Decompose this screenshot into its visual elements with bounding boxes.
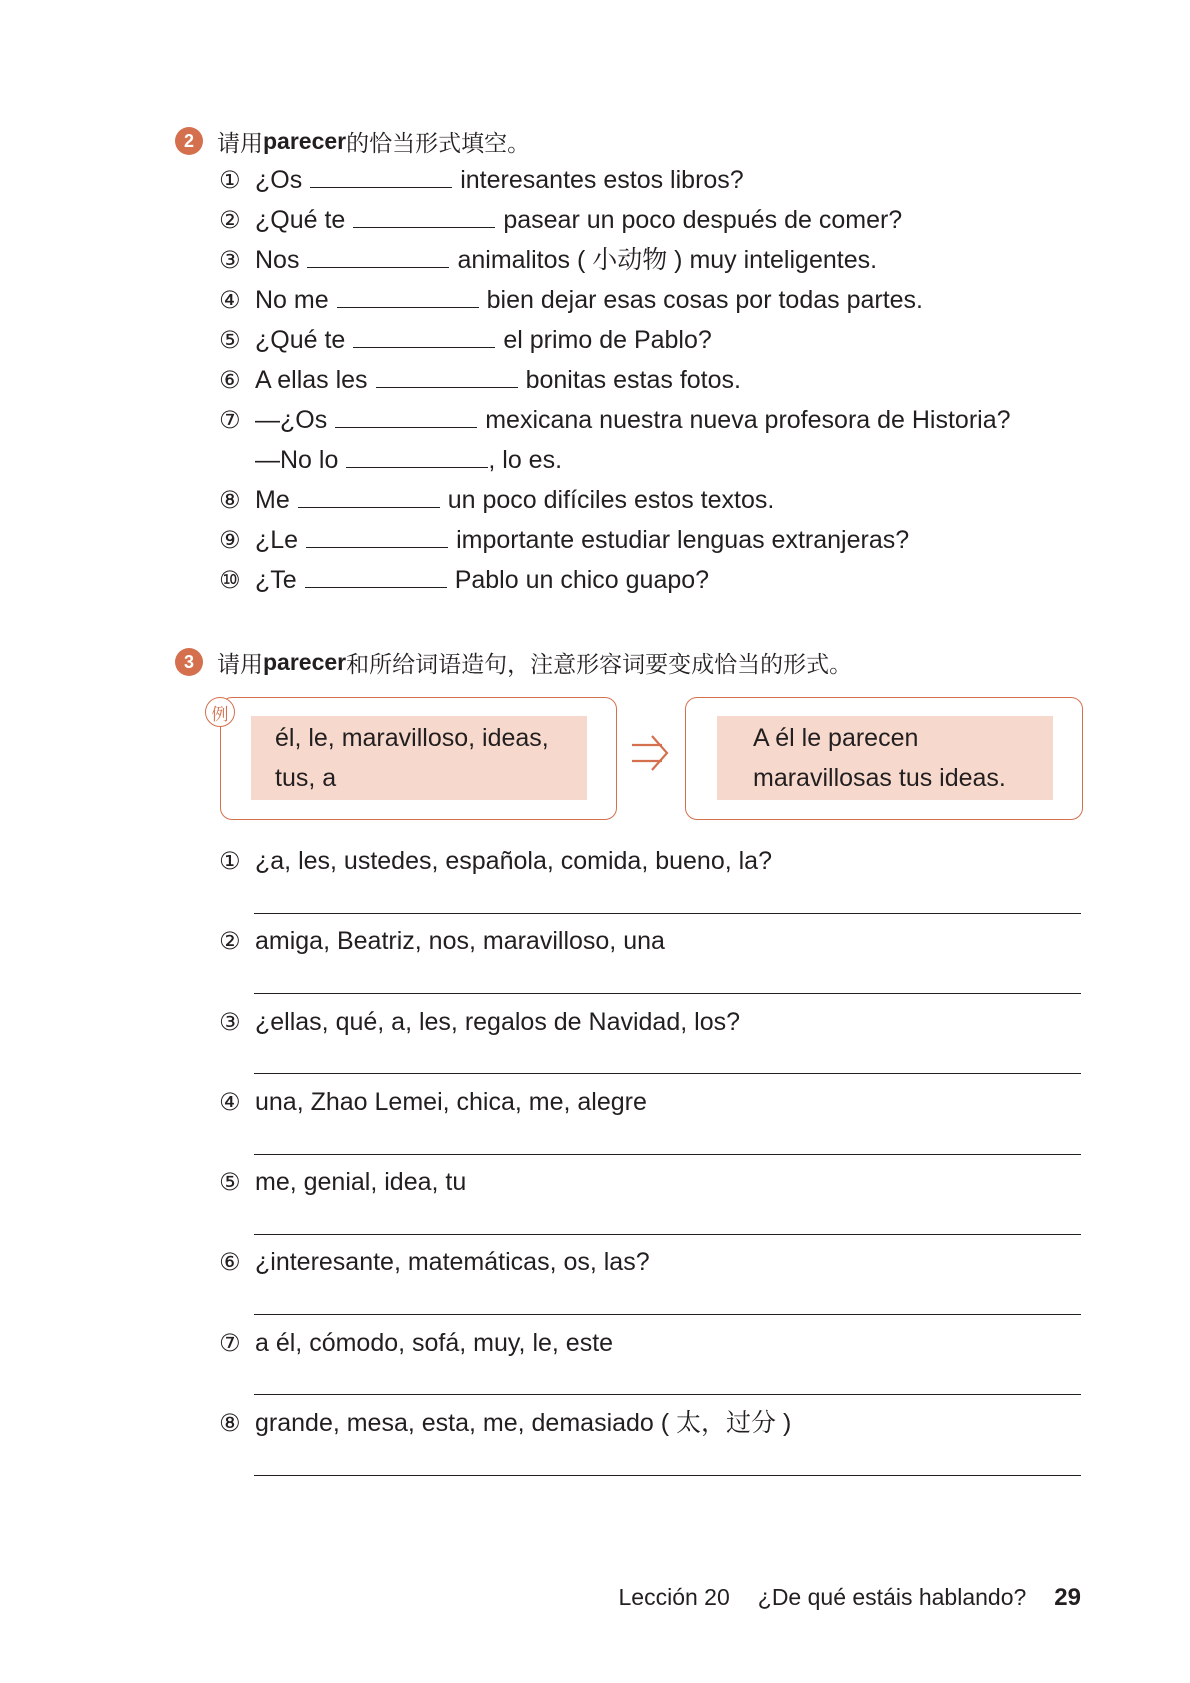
- item-number: ③: [219, 246, 241, 274]
- item-number: ①: [219, 166, 241, 194]
- answer-line[interactable]: [254, 1073, 1081, 1074]
- section-2-keyword: parecer: [263, 127, 347, 154]
- fill-item-10: [219, 562, 709, 598]
- item-text-after: animalitos ( 小动物 ) muy inteligentes.: [457, 246, 878, 274]
- item-text-after: el primo de Pablo?: [503, 326, 712, 354]
- item-number: ⑥: [219, 1248, 241, 1276]
- section-2-heading: [175, 125, 530, 157]
- item-number: ④: [219, 286, 241, 314]
- page-number: 29: [1054, 1584, 1081, 1611]
- example-tag: 例: [205, 697, 235, 727]
- item-number: ⑨: [219, 526, 241, 554]
- item-text-after: bonitas estas fotos.: [525, 366, 741, 394]
- section-2-instruction-post: 的恰当形式填空。: [346, 129, 531, 156]
- section-3-instruction-post: 和所给词语造句，注意形容词要变成恰当的形式。: [346, 650, 853, 677]
- section-3-number: 3: [175, 648, 203, 676]
- fill-item-9: [219, 522, 909, 558]
- item-prompt: me, genial, idea, tu: [255, 1168, 467, 1196]
- item-text-after: Pablo un chico guapo?: [454, 566, 710, 594]
- sentence-item-1: [219, 843, 772, 879]
- item-text-before: —No lo: [255, 446, 339, 474]
- sentence-item-2: [219, 923, 665, 959]
- section-3-instruction-pre: 请用: [217, 650, 263, 677]
- item-prompt: a él, cómodo, sofá, muy, le, este: [255, 1329, 614, 1357]
- answer-line[interactable]: [254, 1154, 1081, 1155]
- footer-title: ¿De qué estáis hablando?: [757, 1584, 1027, 1610]
- item-text-after: interesantes estos libros?: [460, 166, 744, 194]
- item-text-before: ¿Te: [255, 566, 297, 594]
- fill-blank[interactable]: [346, 443, 488, 468]
- sentence-item-8: [219, 1405, 791, 1441]
- fill-blank[interactable]: [298, 483, 440, 508]
- item-text-before: No me: [255, 286, 329, 314]
- section-3-keyword: parecer: [263, 648, 347, 675]
- item-number: ②: [219, 927, 241, 955]
- fill-blank[interactable]: [337, 283, 479, 308]
- item-text-before: —¿Os: [255, 406, 328, 434]
- item-text-after: , lo es.: [488, 446, 563, 474]
- sentence-item-3: [219, 1004, 740, 1040]
- item-number: ⑦: [219, 406, 241, 434]
- fill-blank[interactable]: [307, 243, 449, 268]
- item-prompt: ¿ellas, qué, a, les, regalos de Navidad, los?: [255, 1008, 740, 1036]
- item-text-after: mexicana nuestra nueva profesora de Historia?: [485, 406, 1011, 434]
- fill-item-5: [219, 322, 712, 358]
- sentence-item-5: [219, 1164, 466, 1200]
- fill-blank[interactable]: [310, 163, 452, 188]
- example-prompt-highlight: [251, 716, 587, 800]
- sentence-item-7: [219, 1325, 613, 1361]
- fill-blank[interactable]: [376, 363, 518, 388]
- item-number: ④: [219, 1088, 241, 1116]
- item-text-after: un poco difíciles estos textos.: [447, 486, 775, 514]
- answer-line[interactable]: [254, 993, 1081, 994]
- item-prompt: amiga, Beatriz, nos, maravilloso, una: [255, 927, 665, 955]
- item-prompt: ¿a, les, ustedes, española, comida, bueno, la?: [255, 847, 772, 875]
- item-text-after: bien dejar esas cosas por todas partes.: [486, 286, 924, 314]
- item-text-after: pasear un poco después de comer?: [503, 206, 903, 234]
- item-number: ②: [219, 206, 241, 234]
- item-text-after: importante estudiar lenguas extranjeras?: [456, 526, 910, 554]
- item-prompt: grande, mesa, esta, me, demasiado ( 太，过分 ): [255, 1409, 792, 1437]
- item-number: ①: [219, 847, 241, 875]
- answer-line[interactable]: [254, 1314, 1081, 1315]
- item-number: ⑧: [219, 486, 241, 514]
- example-prompt-line-2: tus, a: [275, 764, 337, 792]
- item-text-before: ¿Qué te: [255, 326, 346, 354]
- example-answer-line-1: A él le parecen: [753, 724, 919, 752]
- sentence-item-4: [219, 1084, 647, 1120]
- section-3-heading: [175, 646, 852, 678]
- sentence-item-6: [219, 1244, 650, 1280]
- answer-line[interactable]: [254, 1234, 1081, 1235]
- answer-line[interactable]: [254, 1475, 1081, 1476]
- answer-line[interactable]: [254, 913, 1081, 914]
- footer-lesson: Lección 20: [618, 1584, 730, 1610]
- item-prompt: ¿interesante, matemáticas, os, las?: [255, 1248, 650, 1276]
- section-2-instruction-pre: 请用: [217, 129, 263, 156]
- example-answer-line-2: maravillosas tus ideas.: [753, 764, 1006, 792]
- fill-blank[interactable]: [305, 563, 447, 588]
- fill-blank[interactable]: [306, 523, 448, 548]
- fill-blank[interactable]: [353, 203, 495, 228]
- fill-item-6: [219, 362, 741, 398]
- fill-blank[interactable]: [353, 323, 495, 348]
- item-number: ⑤: [219, 1168, 241, 1196]
- item-number: ⑦: [219, 1329, 241, 1357]
- fill-item-4: [219, 282, 923, 318]
- item-text-before: Nos: [255, 246, 300, 274]
- item-text-before: ¿Qué te: [255, 206, 346, 234]
- item-number: ⑩: [219, 566, 241, 594]
- example-answer-highlight: [717, 716, 1053, 800]
- answer-line[interactable]: [254, 1394, 1081, 1395]
- example-prompt-box: [220, 697, 617, 820]
- fill-item-2: [219, 202, 902, 238]
- item-number: ⑧: [219, 1409, 241, 1437]
- fill-blank[interactable]: [335, 403, 477, 428]
- example-prompt-line-1: él, le, maravilloso, ideas,: [275, 724, 549, 752]
- section-2-number: 2: [175, 127, 203, 155]
- fill-item-7-response: [219, 442, 562, 478]
- fill-item-7: [219, 402, 1011, 438]
- fill-item-1: [219, 162, 744, 198]
- item-number: ⑥: [219, 366, 241, 394]
- fill-item-3: [219, 242, 877, 278]
- item-prompt: una, Zhao Lemei, chica, me, alegre: [255, 1088, 647, 1116]
- example-answer-box: [685, 697, 1083, 820]
- item-text-before: A ellas les: [255, 366, 368, 394]
- item-text-before: ¿Le: [255, 526, 299, 554]
- item-number: ⑤: [219, 326, 241, 354]
- item-number: ③: [219, 1008, 241, 1036]
- page-footer: [619, 1584, 1081, 1612]
- item-text-before: ¿Os: [255, 166, 303, 194]
- fill-item-8: [219, 482, 774, 518]
- double-arrow-icon: [626, 730, 672, 776]
- item-text-before: Me: [255, 486, 290, 514]
